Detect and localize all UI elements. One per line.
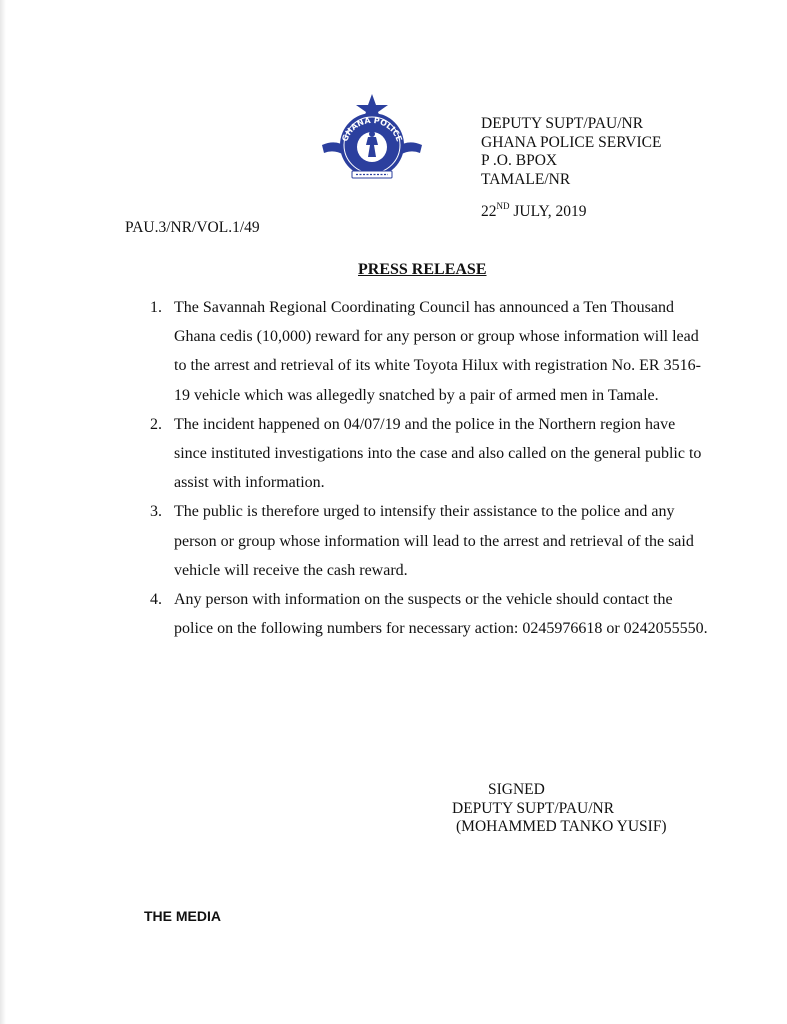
date-suffix: ND	[496, 201, 510, 211]
list-item	[148, 293, 708, 410]
item-number: 3.	[150, 503, 162, 521]
item-number: 4.	[150, 591, 162, 609]
item-number: 1.	[150, 299, 162, 316]
list-item	[148, 585, 708, 643]
item-text: Any person with information on the suspects or the vehicle should contact the police on the following numbers for necessary action: 0245976618 or 0242055550.	[174, 591, 708, 638]
signatory-position: DEPUTY SUPT/PAU/NR	[452, 799, 615, 817]
date-day: 22	[481, 203, 497, 220]
list-item	[148, 497, 708, 585]
address-line: TAMALE/NR	[481, 170, 571, 188]
page-edge-shadow	[0, 0, 6, 1024]
item-text: The public is therefore urged to intensify their assistance to the police and any person or group whose information will lead to the arrest and retrieval of the said vehicle will receive the cash reward.	[174, 503, 694, 579]
address-line: GHANA POLICE SERVICE	[481, 133, 662, 151]
reference-number: PAU.3/NR/VOL.1/49	[125, 219, 260, 236]
item-text: The incident happened on 04/07/19 and the police in the Northern region have since instituted investigations into the case and also called on the general public to assist with information.	[174, 415, 702, 492]
item-text: The Savannah Regional Coordinating Council has announced a Ten Thousand Ghana cedis (10,000) reward for any person or group whose information will lead to the arrest and retrieval of its white Toyota Hilux with registration No. ER 3516-19 vehicle which was allegedly snatched by a pair of armed men in Tamale.	[174, 299, 701, 404]
address-line: DEPUTY SUPT/PAU/NR	[481, 115, 644, 132]
sender-address	[481, 115, 661, 189]
ghana-police-emblem-icon	[318, 93, 426, 183]
signed-label: SIGNED	[488, 781, 545, 798]
document-title: PRESS RELEASE	[358, 261, 487, 278]
list-item	[148, 410, 708, 498]
logo-text: GHANA POLICE	[340, 115, 404, 143]
letter-date	[481, 203, 586, 221]
address-line: P .O. BPOX	[481, 152, 558, 169]
signatory-name: (MOHAMMED TANKO YUSIF)	[456, 818, 667, 835]
recipient-label: THE MEDIA	[144, 908, 221, 924]
item-number: 2.	[150, 415, 162, 433]
date-month-year: JULY, 2019	[509, 203, 587, 220]
press-release-items	[148, 293, 708, 643]
